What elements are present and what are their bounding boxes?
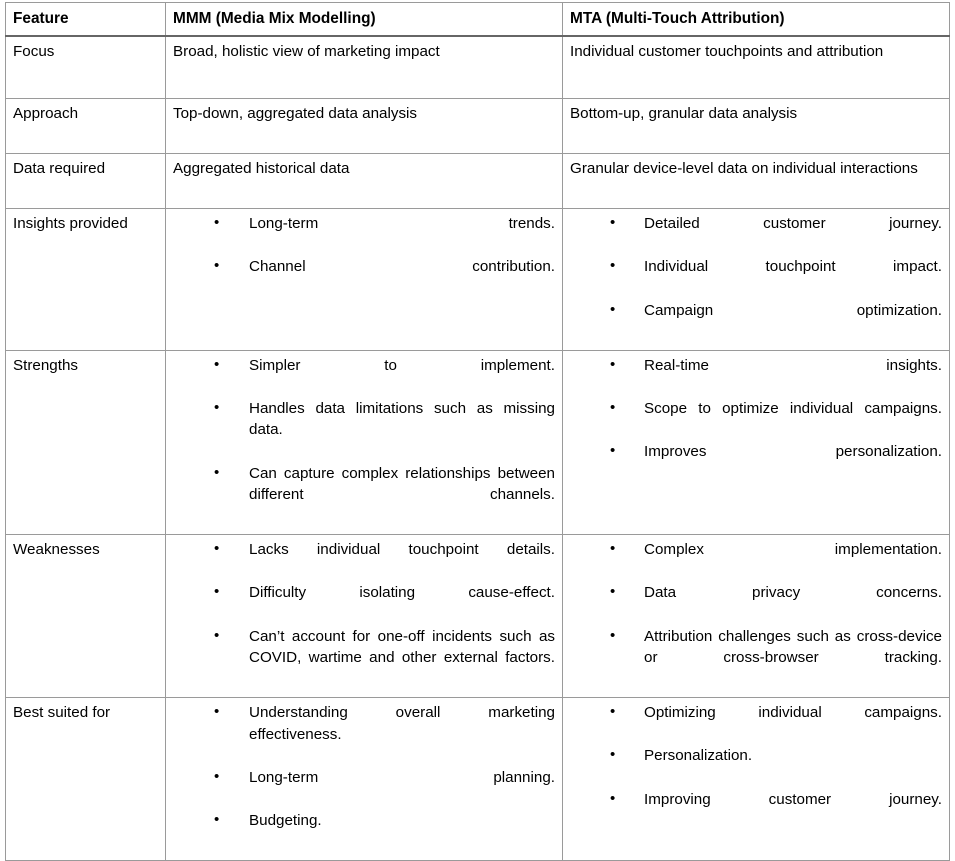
- row-label-approach: Approach: [6, 98, 166, 153]
- cell-mta-best-suited-for: [563, 698, 950, 861]
- cell-mta-insights-provided: [563, 209, 950, 350]
- bullet-item: • Simpler to implement.: [173, 355, 555, 398]
- row-label-data-required: Data required: [6, 154, 166, 209]
- cell-mmm-focus: Broad, holistic view of marketing impact: [166, 36, 563, 99]
- mmm-vs-mta-comparison-table: [5, 2, 950, 861]
- bullet-item: • Channel contribution.: [173, 256, 555, 299]
- bullet-item: • Improves personalization.: [570, 441, 942, 484]
- bullet-list: [173, 539, 555, 690]
- table-row: [6, 209, 950, 350]
- bullet-item: • Detailed customer journey.: [570, 213, 942, 256]
- cell-mta-approach: Bottom-up, granular data analysis: [563, 98, 950, 153]
- row-label-weaknesses: Weaknesses: [6, 535, 166, 698]
- cell-mmm-approach: Top-down, aggregated data analysis: [166, 98, 563, 153]
- row-label-best-suited-for: Best suited for: [6, 698, 166, 861]
- bullet-item: • Lacks individual touchpoint details.: [173, 539, 555, 582]
- bullet-item: • Individual touchpoint impact.: [570, 256, 942, 299]
- bullet-item: • Personalization.: [570, 745, 942, 788]
- table-row: [6, 535, 950, 698]
- cell-mmm-best-suited-for: [166, 698, 563, 861]
- bullet-list: [173, 213, 555, 299]
- bullet-list: [570, 702, 942, 831]
- bullet-item: • Understanding overall marketing effectiveness.: [173, 702, 555, 767]
- cell-mta-focus: Individual customer touchpoints and attribution: [563, 36, 950, 99]
- bullet-item: • Complex implementation.: [570, 539, 942, 582]
- bullet-list: [173, 702, 555, 853]
- table-row: [6, 98, 950, 153]
- bullet-item: • Can’t account for one-off incidents such as COVID, wartime and other external factors.: [173, 626, 555, 691]
- bullet-item: • Attribution challenges such as cross-device or cross-browser tracking.: [570, 626, 942, 691]
- bullet-list: [570, 355, 942, 484]
- cell-mmm-weaknesses: [166, 535, 563, 698]
- bullet-item: • Can capture complex relationships between different channels.: [173, 463, 555, 528]
- bullet-item: • Scope to optimize individual campaigns.: [570, 398, 942, 441]
- cell-mmm-data-required: Aggregated historical data: [166, 154, 563, 209]
- bullet-item: • Campaign optimization.: [570, 300, 942, 343]
- cell-mmm-strengths: [166, 350, 563, 535]
- bullet-item: • Long-term planning.: [173, 767, 555, 810]
- cell-mta-strengths: [563, 350, 950, 535]
- bullet-list: [173, 355, 555, 528]
- row-label-insights-provided: Insights provided: [6, 209, 166, 350]
- bullet-item: • Budgeting.: [173, 810, 555, 853]
- bullet-item: • Improving customer journey.: [570, 789, 942, 832]
- cell-mta-data-required: Granular device-level data on individual interactions: [563, 154, 950, 209]
- bullet-item: • Difficulty isolating cause-effect.: [173, 582, 555, 625]
- column-header-mmm: MMM (Media Mix Modelling): [166, 3, 563, 36]
- row-label-focus: Focus: [6, 36, 166, 99]
- bullet-item: • Handles data limitations such as missing data.: [173, 398, 555, 463]
- bullet-list: [570, 213, 942, 342]
- cell-mmm-insights-provided: [166, 209, 563, 350]
- bullet-item: • Real-time insights.: [570, 355, 942, 398]
- column-header-feature: Feature: [6, 3, 166, 36]
- table-row: [6, 698, 950, 861]
- bullet-item: • Long-term trends.: [173, 213, 555, 256]
- column-header-mta: MTA (Multi-Touch Attribution): [563, 3, 950, 36]
- table-row: [6, 350, 950, 535]
- bullet-list: [570, 539, 942, 690]
- row-label-strengths: Strengths: [6, 350, 166, 535]
- bullet-item: • Data privacy concerns.: [570, 582, 942, 625]
- bullet-item: • Optimizing individual campaigns.: [570, 702, 942, 745]
- table-row: [6, 36, 950, 99]
- cell-mta-weaknesses: [563, 535, 950, 698]
- table-row: [6, 154, 950, 209]
- table-header-row: [6, 3, 950, 36]
